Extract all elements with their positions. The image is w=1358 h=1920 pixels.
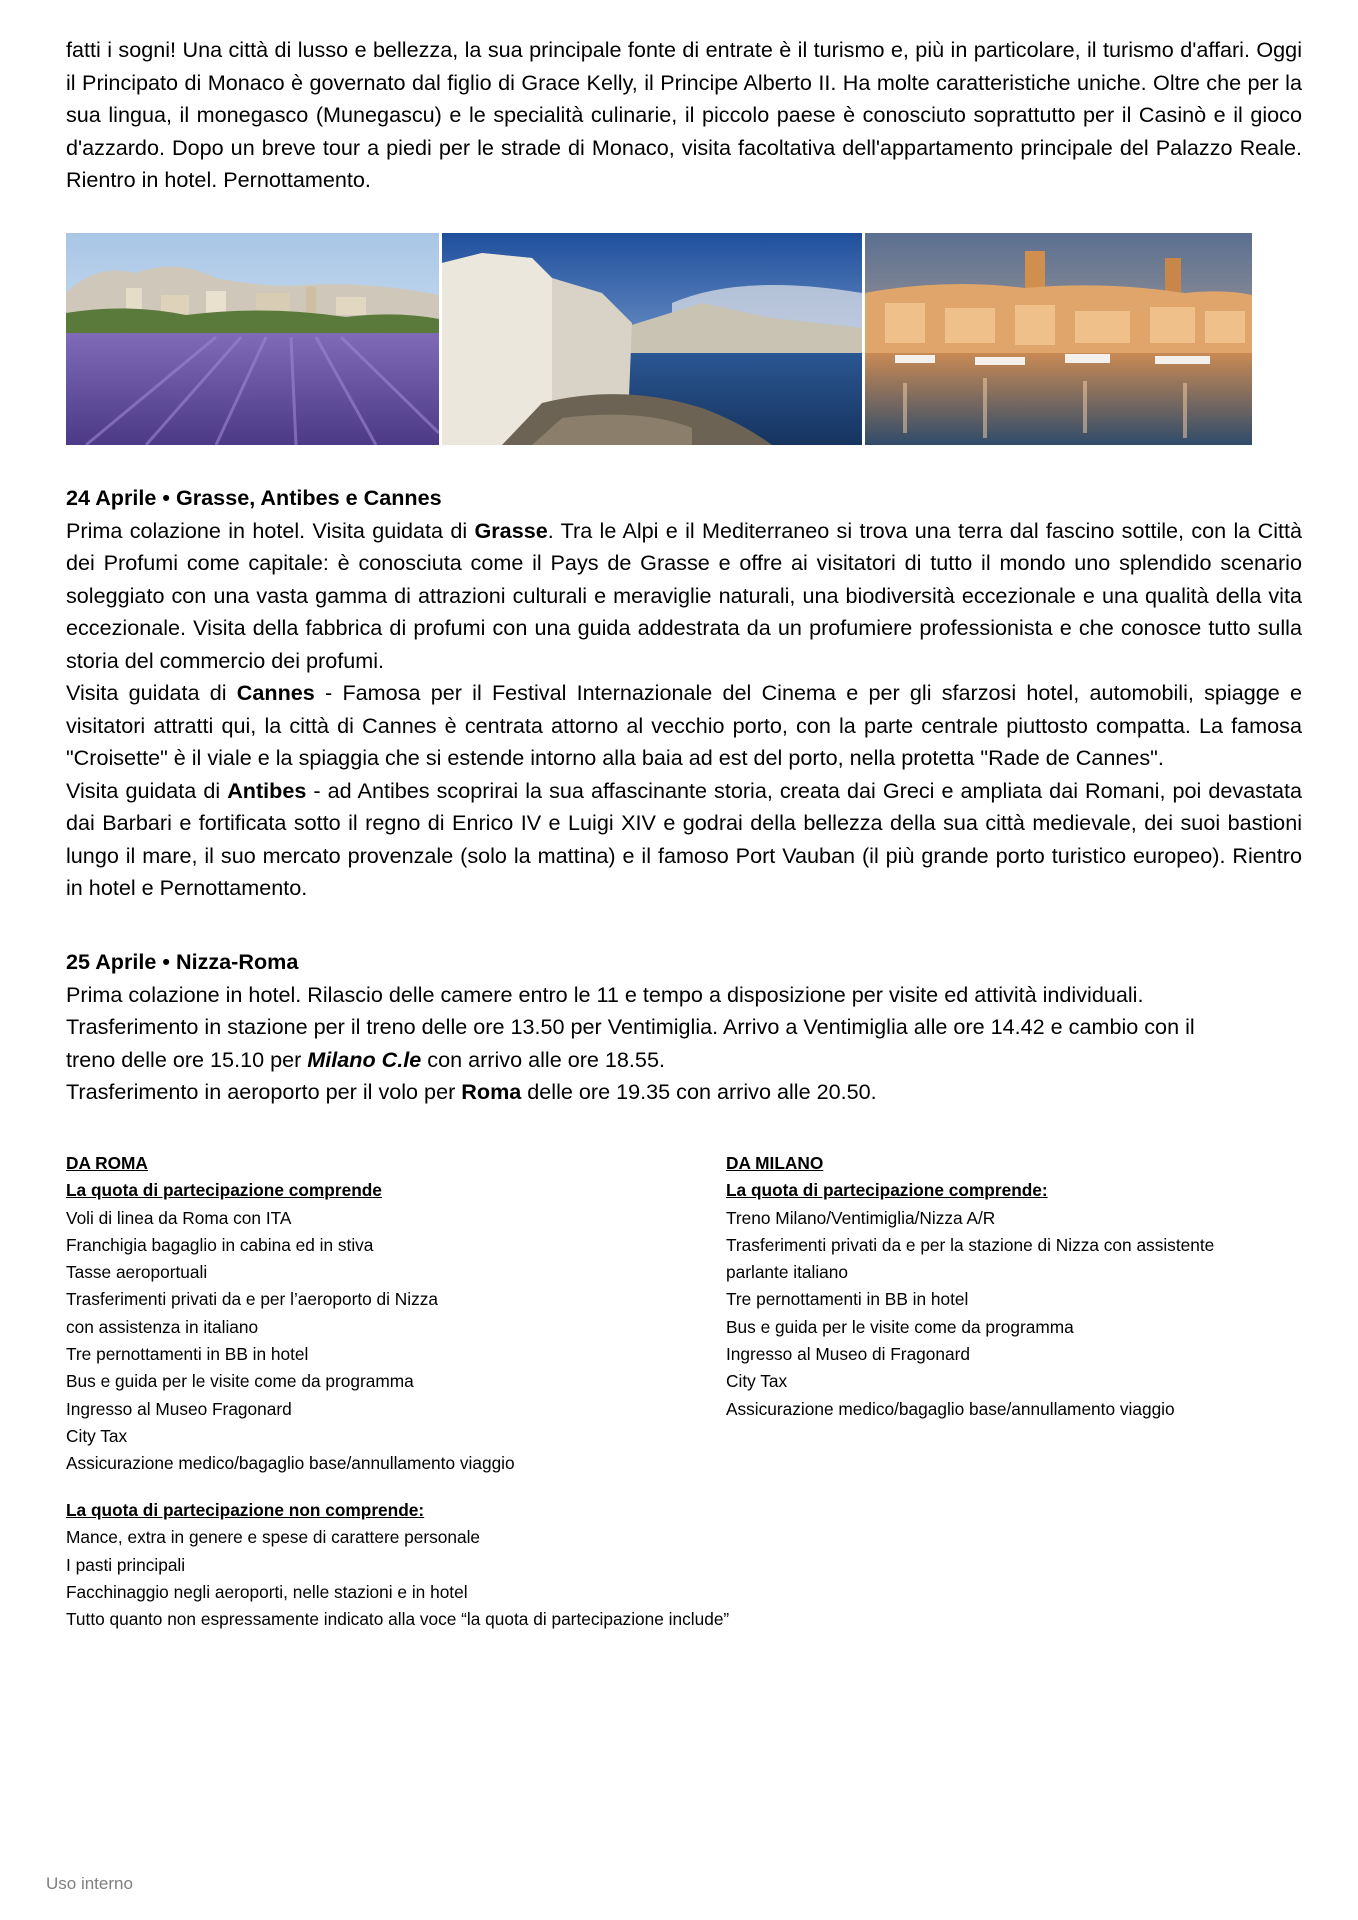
list-item: Assicurazione medico/bagaglio base/annullamento viaggio <box>726 1398 1175 1419</box>
photo-strip <box>66 233 1252 445</box>
list-item: Ingresso al Museo di Fragonard <box>726 1344 970 1365</box>
roma-column <box>66 1150 686 1478</box>
list-item: Voli di linea da Roma con ITA <box>66 1207 292 1228</box>
list-item: Trasferimenti privati da e per l’aeroporto di Nizza <box>66 1289 439 1310</box>
list-item: Tasse aeroportuali <box>66 1262 208 1283</box>
list-item: Assicurazione medico/bagaglio base/annullamento viaggio <box>66 1453 515 1474</box>
day-25-line-4: Trasferimento in aeroporto per il volo per Roma delle ore 19.35 con arrivo alle 20.50. <box>66 1079 877 1104</box>
roma-heading: DA ROMA <box>66 1153 148 1173</box>
day-25-section <box>66 946 1302 1109</box>
list-item: con assistenza in italiano <box>66 1316 259 1337</box>
excludes-heading: La quota di partecipazione non comprende: <box>66 1500 425 1520</box>
list-item: City Tax <box>66 1425 128 1446</box>
lavender-village-photo <box>66 233 439 445</box>
list-item: Tutto quanto non espressamente indicato alla voce “la quota di partecipazione include” <box>66 1609 730 1630</box>
price-excludes <box>66 1497 729 1633</box>
cannes-highlight: Cannes <box>236 680 315 705</box>
footer-label: Uso interno <box>46 1874 133 1893</box>
antibes-ramparts-photo <box>442 233 862 445</box>
list-item: Ingresso al Museo Fragonard <box>66 1398 292 1419</box>
day-24-cannes-paragraph: Visita guidata di Cannes - Famosa per il Festival Internazionale del Cinema e per gli sfarzosi hotel, automobili, spiagge e visitatori attratti qui, la città di Cannes è centrata attorno al vecchio porto, con la parte centrale piuttosto compatta. La famosa "Croisette" è il viale e la spiaggia che si estende intorno alla baia ad est del porto, nella protetta "Rade de Cannes". <box>66 680 1303 770</box>
list-item: Tre pernottamenti in BB in hotel <box>66 1344 309 1365</box>
intro-paragraph <box>66 34 1302 197</box>
list-item: I pasti principali <box>66 1554 186 1575</box>
day-25-title: 25 Aprile • Nizza-Roma <box>66 949 299 974</box>
list-item: Trasferimenti privati da e per la stazione di Nizza con assistente <box>726 1234 1215 1255</box>
list-item: Mance, extra in genere e spese di carattere personale <box>66 1527 481 1548</box>
day-25-line-1: Prima colazione in hotel. Rilascio delle camere entro le 11 e tempo a disposizione per visite ed attività individuali. <box>66 981 1144 1007</box>
list-item: Bus e guida per le visite come da programma <box>726 1316 1074 1337</box>
milano-heading: DA MILANO <box>726 1153 824 1173</box>
day-24-title: 24 Aprile • Grasse, Antibes e Cannes <box>66 485 442 510</box>
milano-highlight: Milano C.le <box>307 1046 422 1072</box>
list-item: Bus e guida per le visite come da programma <box>66 1371 414 1392</box>
list-item: City Tax <box>726 1371 788 1392</box>
milano-subheading: La quota di partecipazione comprende: <box>726 1180 1048 1201</box>
list-item: Tre pernottamenti in BB in hotel <box>726 1289 969 1310</box>
list-item: parlante italiano <box>726 1262 849 1283</box>
intro-text: fatti i sogni! Una città di lusso e bellezza, la sua principale fonte di entrate è il turismo e, più in particolare, il turismo d'affari. Oggi il Principato di Monaco è governato dal figlio di Grace Kelly, il Principe Alberto II. Ha molte caratteristiche uniche. Oltre che per la sua lingua, il monegasco (Munegascu) e le specialità culinarie, il piccolo paese è conosciuto soprattutto per il Casinò e il gioco d'azzardo. Dopo un breve tour a piedi per le strade di Monaco, visita facoltativa dell'appartamento principale del Palazzo Reale. Rientro in hotel. Pernottamento. <box>66 37 1302 192</box>
antibes-highlight: Antibes <box>227 777 307 803</box>
roma-subheading: La quota di partecipazione comprende <box>66 1180 382 1201</box>
milano-column <box>726 1150 1346 1423</box>
day-25-line-2: Trasferimento in stazione per il treno delle ore 13.50 per Ventimiglia. Arrivo a Ventimiglia alle ore 14.42 e cambio con il <box>66 1014 1195 1039</box>
day-24-antibes-paragraph: Visita guidata di Antibes - ad Antibes scoprirai la sua affascinante storia, creata dai Greci e ampliata dai Romani, poi devastata dai Barbari e fortificata sotto il regno di Enrico IV e Luigi XIV e godrai della bellezza della sua città medievale, dei suoi bastioni lungo il mare, il suo mercato provenzale (solo la mattina) e il famoso Port Vauban (il più grande porto turistico europeo). Rientro in hotel e Pernottamento. <box>66 777 1302 900</box>
list-item: Franchigia bagaglio in cabina ed in stiva <box>66 1234 374 1255</box>
day-25-line-3: treno delle ore 15.10 per Milano C.le con arrivo alle ore 18.55. <box>66 1046 665 1072</box>
grasse-highlight: Grasse <box>474 517 548 543</box>
roma-highlight: Roma <box>461 1079 522 1104</box>
day-24-grasse-paragraph: Prima colazione in hotel. Visita guidata di Grasse. Tra le Alpi e il Mediterraneo si trova una terra dal fascino sottile, con la Città dei Profumi come capitale: è conosciuta come il Pays de Grasse e offre ai visitatori di tutto il mondo uno splendido scenario soleggiato con una vasta gamma di attrazioni culturali e meraviglie naturali, una biodiversità eccezionale e una qualità della vita eccezionale. Visita della fabbrica di profumi con una guida addestrata da un profumiere professionista e che conosce tutto sulla storia del commercio dei profumi. <box>66 517 1303 673</box>
list-item: Treno Milano/Ventimiglia/Nizza A/R <box>726 1207 996 1228</box>
cannes-harbour-photo <box>865 233 1252 445</box>
day-24-section <box>66 482 1302 905</box>
list-item: Facchinaggio negli aeroporti, nelle stazioni e in hotel <box>66 1581 468 1602</box>
